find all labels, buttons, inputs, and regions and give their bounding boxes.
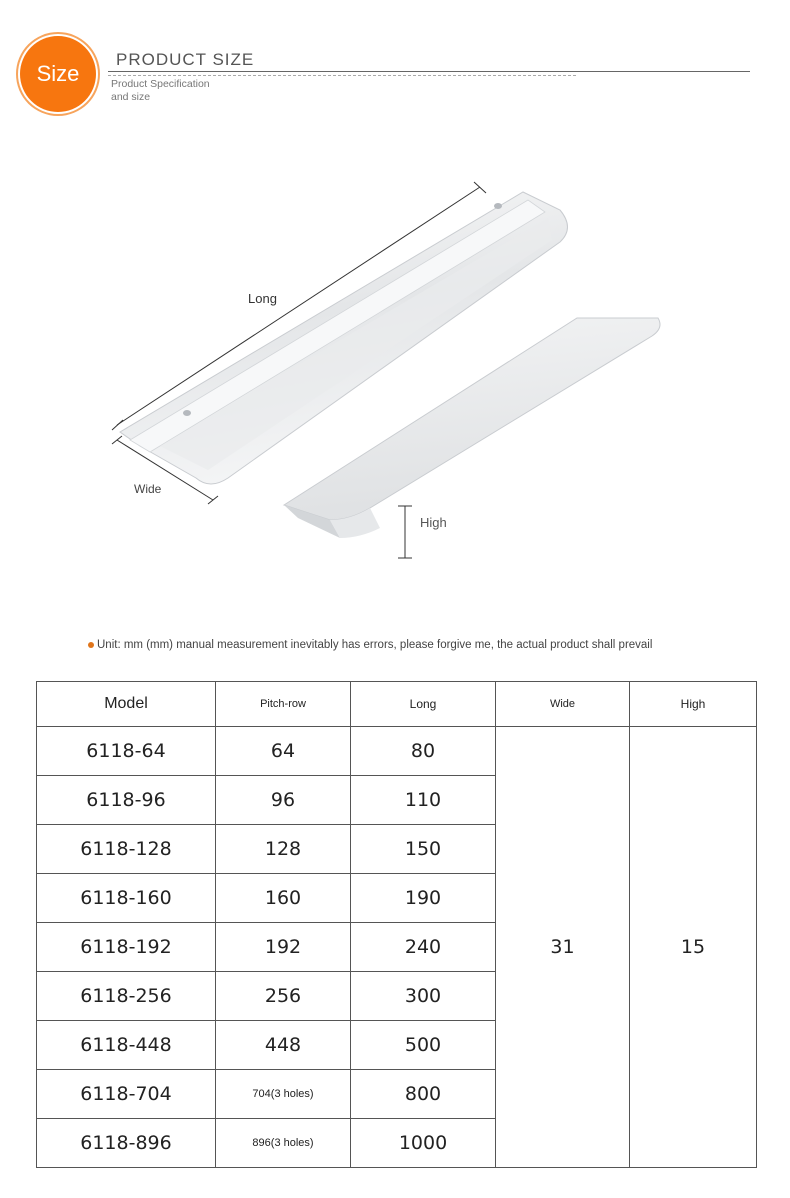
cell-model: 6118-704 [37, 1070, 216, 1119]
cell-long: 150 [351, 825, 496, 874]
cell-model: 6118-448 [37, 1021, 216, 1070]
header-long: Long [351, 682, 496, 727]
header-wide: Wide [496, 682, 630, 727]
measurement-note-text: Unit: mm (mm) manual measurement inevitably has errors, please forgive me, the actual product shall prevail [97, 639, 653, 651]
cell-model: 6118-192 [37, 923, 216, 972]
cell-model: 6118-256 [37, 972, 216, 1021]
cell-pitch: 128 [216, 825, 351, 874]
cell-model: 6118-64 [37, 727, 216, 776]
label-wide: Wide [134, 482, 162, 496]
screw-hole-icon [494, 203, 502, 209]
section-subtitle [111, 78, 231, 104]
title-dashed-line [108, 75, 576, 76]
cell-high: 15 [630, 727, 757, 1168]
cell-pitch: 160 [216, 874, 351, 923]
measurement-note [88, 639, 652, 651]
section-title: PRODUCT SIZE [116, 50, 255, 69]
cell-pitch: 256 [216, 972, 351, 1021]
size-badge [20, 36, 96, 112]
table-row [37, 727, 757, 776]
cell-long: 800 [351, 1070, 496, 1119]
title-underline [108, 71, 750, 72]
subtitle-line-1: Product Specification [111, 78, 210, 90]
screw-hole-icon [183, 410, 191, 416]
header-pitch-row: Pitch-row [216, 682, 351, 727]
cell-model: 6118-896 [37, 1119, 216, 1168]
header-high: High [630, 682, 757, 727]
size-badge-label: Size [36, 61, 80, 86]
cell-long: 240 [351, 923, 496, 972]
cell-pitch: 448 [216, 1021, 351, 1070]
cell-pitch: 704(3 holes) [216, 1070, 351, 1119]
cell-pitch: 896(3 holes) [216, 1119, 351, 1168]
label-long: Long [248, 291, 277, 306]
header-model: Model [37, 682, 216, 727]
label-high: High [420, 515, 447, 530]
cell-model: 6118-160 [37, 874, 216, 923]
cell-long: 300 [351, 972, 496, 1021]
handle-front-view [112, 182, 568, 504]
cell-long: 190 [351, 874, 496, 923]
cell-long: 80 [351, 727, 496, 776]
subtitle-line-2: and size [111, 91, 151, 103]
cell-pitch: 96 [216, 776, 351, 825]
cell-pitch: 64 [216, 727, 351, 776]
bullet-icon [88, 642, 94, 648]
cell-long: 110 [351, 776, 496, 825]
table-header-row [37, 682, 757, 727]
product-illustration [0, 140, 790, 580]
cell-long: 1000 [351, 1119, 496, 1168]
cell-wide: 31 [496, 727, 630, 1168]
size-spec-table [36, 681, 757, 1168]
cell-model: 6118-96 [37, 776, 216, 825]
cell-long: 500 [351, 1021, 496, 1070]
cell-model: 6118-128 [37, 825, 216, 874]
cell-pitch: 192 [216, 923, 351, 972]
